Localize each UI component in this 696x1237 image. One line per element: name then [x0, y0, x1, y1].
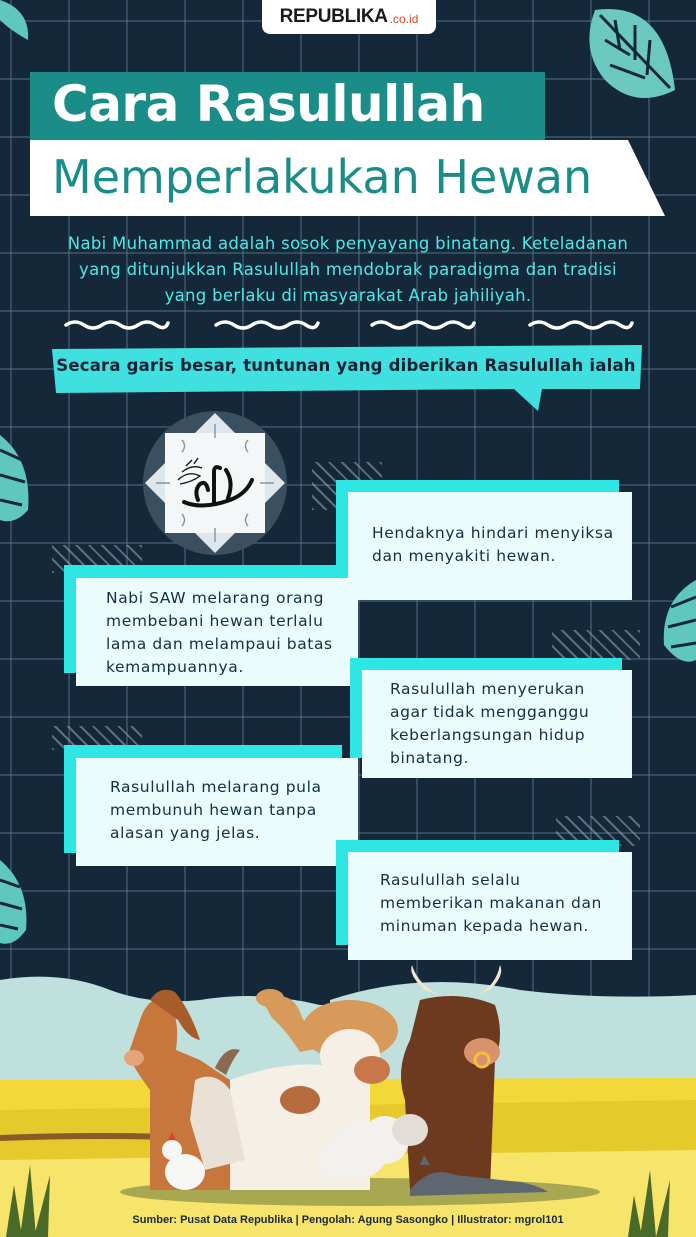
point-card — [362, 670, 632, 778]
point-line: membunuh hewan tanpa — [110, 801, 317, 819]
subtitle-text: Secara garis besar, tuntunan yang diberikan Rasulullah ialah — [56, 356, 636, 375]
leaf-decoration-right-mid — [656, 575, 696, 670]
leaf-decoration-top-left — [0, 0, 40, 45]
source-credit: Sumber: Pusat Data Republika | Pengolah: Agung Sasongko | Illustrator: mgrol101 — [132, 1214, 564, 1226]
intro-line: Nabi Muhammad adalah sosok penyayang binatang. Keteladanan — [67, 234, 629, 253]
title-line-1-box — [30, 72, 545, 146]
leaf-decoration-left-low — [0, 855, 32, 950]
wave-divider — [214, 318, 320, 332]
intro-line: yang berlaku di masyarakat Arab jahiliyah. — [164, 286, 532, 305]
point-line: Rasulullah selalu — [380, 871, 521, 889]
point-line: Rasulullah menyerukan — [390, 680, 585, 698]
point-line: lama dan melampaui batas — [106, 635, 333, 653]
animals-illustration — [0, 960, 696, 1237]
logo-domain-text: .co.id — [389, 11, 419, 26]
point-line: agar tidak mengganggu — [390, 703, 590, 721]
point-line: minuman kepada hewan. — [380, 917, 589, 935]
point-line: dan menyakiti hewan. — [372, 547, 557, 565]
title-line-1: Cara Rasulullah — [52, 75, 485, 133]
wave-divider — [370, 318, 476, 332]
intro-line: yang ditunjukkan Rasulullah mendobrak paradigma dan tradisi — [79, 260, 617, 279]
point-line: alasan yang jelas. — [110, 824, 261, 842]
intro-paragraph — [40, 231, 656, 309]
point-line: memberikan makanan dan — [380, 894, 602, 912]
logo-main-text: REPUBLIKA — [279, 6, 388, 27]
leaf-decoration-left-mid — [0, 430, 32, 530]
hatch-decoration — [552, 630, 640, 660]
republika-logo — [262, 0, 436, 34]
point-card — [348, 852, 632, 960]
point-card — [76, 578, 358, 686]
point-line: Nabi SAW melarang orang — [106, 589, 325, 607]
muhammad-calligraphy-seal — [142, 410, 288, 556]
point-line: Rasulullah melarang pula — [110, 778, 322, 796]
wave-divider — [64, 318, 170, 332]
title-line-2: Memperlakukan Hewan — [52, 150, 593, 204]
point-line: binatang. — [390, 749, 470, 767]
point-card — [76, 758, 358, 866]
title-line-2-box — [30, 140, 665, 216]
leaf-decoration-top-right — [575, 0, 685, 115]
point-line: Hendaknya hindari menyiksa — [372, 524, 614, 542]
point-line: membebani hewan terlalu — [106, 612, 324, 630]
subtitle-banner — [52, 345, 642, 413]
point-line: keberlangsungan hidup — [390, 726, 586, 744]
point-line: kemampuannya. — [106, 658, 244, 676]
wave-divider — [528, 318, 634, 332]
point-card — [348, 492, 632, 600]
